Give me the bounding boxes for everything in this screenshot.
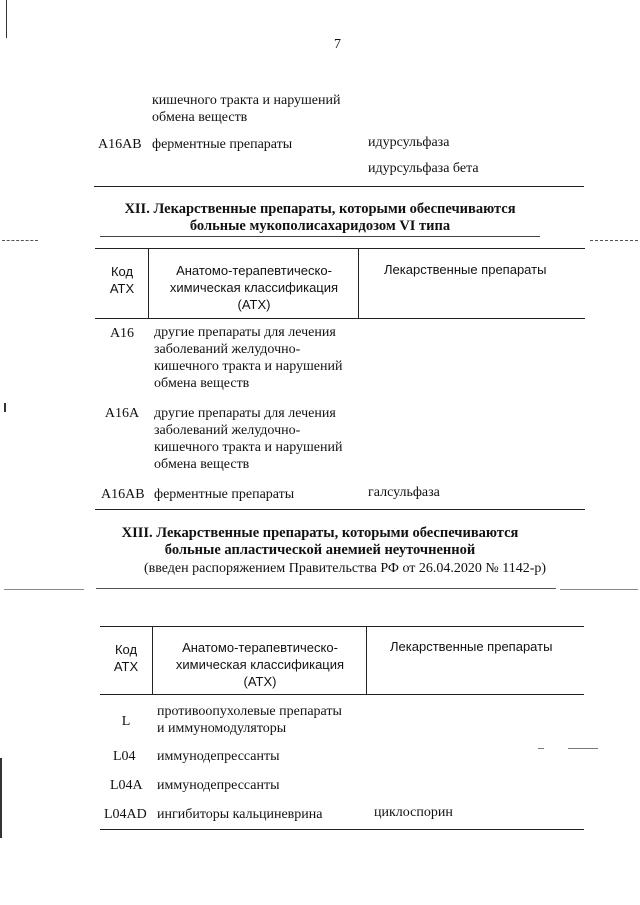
section-title: XIII. Лекарственные препараты, которыми обеспечиваются [121,525,519,541]
section-title: больные апластической анемией неуточненной [164,542,476,558]
atc-classification [157,703,342,737]
column-header-code [100,641,152,675]
scan-artifact-line [538,748,544,749]
page-number: 7 [334,37,341,52]
table-header-rule [95,318,585,319]
continued-line: кишечного тракта и нарушений [152,93,341,108]
atc-code: L04 [113,749,136,764]
header-line: (АТХ) [243,674,277,689]
drug-name: идурсульфаза бета [368,161,479,176]
title-underline [100,236,540,237]
scan-artifact-line [4,589,84,590]
classification-line: другие препараты для лечения [154,406,336,421]
classification-line: обмена веществ [154,457,250,472]
atc-code: L [121,714,131,729]
table-divider [152,626,153,694]
table-top-rule [100,626,584,627]
classification-line: кишечного тракта и нарушений [154,359,343,374]
amendment-note: (введен распоряжением Правительства РФ от 26.04.2020 № 1142-р) [143,561,547,576]
classification-line: заболеваний желудочно- [154,423,301,438]
atc-classification: ферментные препараты [154,487,295,502]
scan-edge-mark [0,758,2,838]
scan-artifact-line [2,240,38,241]
atc-classification [154,405,342,473]
drug-name: циклоспорин [374,805,453,820]
scan-edge-mark [6,0,7,38]
header-line: Код [110,264,134,279]
table-bottom-rule [100,829,584,830]
atc-code: L04A [110,778,143,793]
classification-line: и иммуномодуляторы [157,721,287,736]
atc-classification [154,324,342,392]
continued-classification [152,92,340,126]
atc-classification: ферментные препараты [152,137,293,152]
table-bottom-rule [94,186,584,187]
header-line: Анатомо-терапевтическо- [182,640,338,655]
drug-name: галсульфаза [368,485,440,500]
title-underline [96,588,556,589]
classification-line: противоопухолевые препараты [157,704,342,719]
column-header-drugs: Лекарственные препараты [384,262,547,277]
header-line: (АТХ) [237,297,271,312]
atc-code: A16 [109,326,135,341]
classification-line: кишечного тракта и нарушений [154,440,343,455]
section-title: больные мукополисахаридозом VI типа [189,218,451,234]
scan-edge-mark [4,403,6,412]
atc-code: A16AB [98,137,142,152]
scan-artifact-line [568,748,598,749]
column-header-classification [154,639,366,690]
column-header-code [96,263,148,297]
header-line: химическая классификация [175,657,345,672]
header-line: АТХ [109,281,135,296]
classification-line: обмена веществ [154,376,250,391]
atc-code: A16AB [101,487,145,502]
table-divider [366,626,367,694]
drug-name: идурсульфаза [368,135,450,150]
atc-classification: ингибиторы кальциневрина [157,807,323,822]
atc-code: L04AD [104,807,147,822]
header-line: Код [114,642,138,657]
section-title: XII. Лекарственные препараты, которыми обеспечиваются [124,201,516,217]
continued-line: обмена веществ [152,110,248,125]
classification-line: другие препараты для лечения [154,325,336,340]
table-divider [148,248,149,318]
atc-classification: иммунодепрессанты [157,749,280,764]
classification-line: заболеваний желудочно- [154,342,301,357]
header-line: Анатомо-терапевтическо- [176,263,332,278]
table-header-rule [100,694,584,695]
column-header-drugs: Лекарственные препараты [390,639,553,654]
atc-code: A16A [104,406,140,421]
column-header-classification [150,262,358,313]
scan-artifact-line [590,240,638,241]
atc-classification: иммунодепрессанты [157,778,280,793]
header-line: АТХ [113,659,139,674]
table-top-rule [95,248,585,249]
table-divider [358,248,359,318]
table-bottom-rule [95,509,585,510]
header-line: химическая классификация [169,280,339,295]
scan-artifact-line [560,589,638,590]
